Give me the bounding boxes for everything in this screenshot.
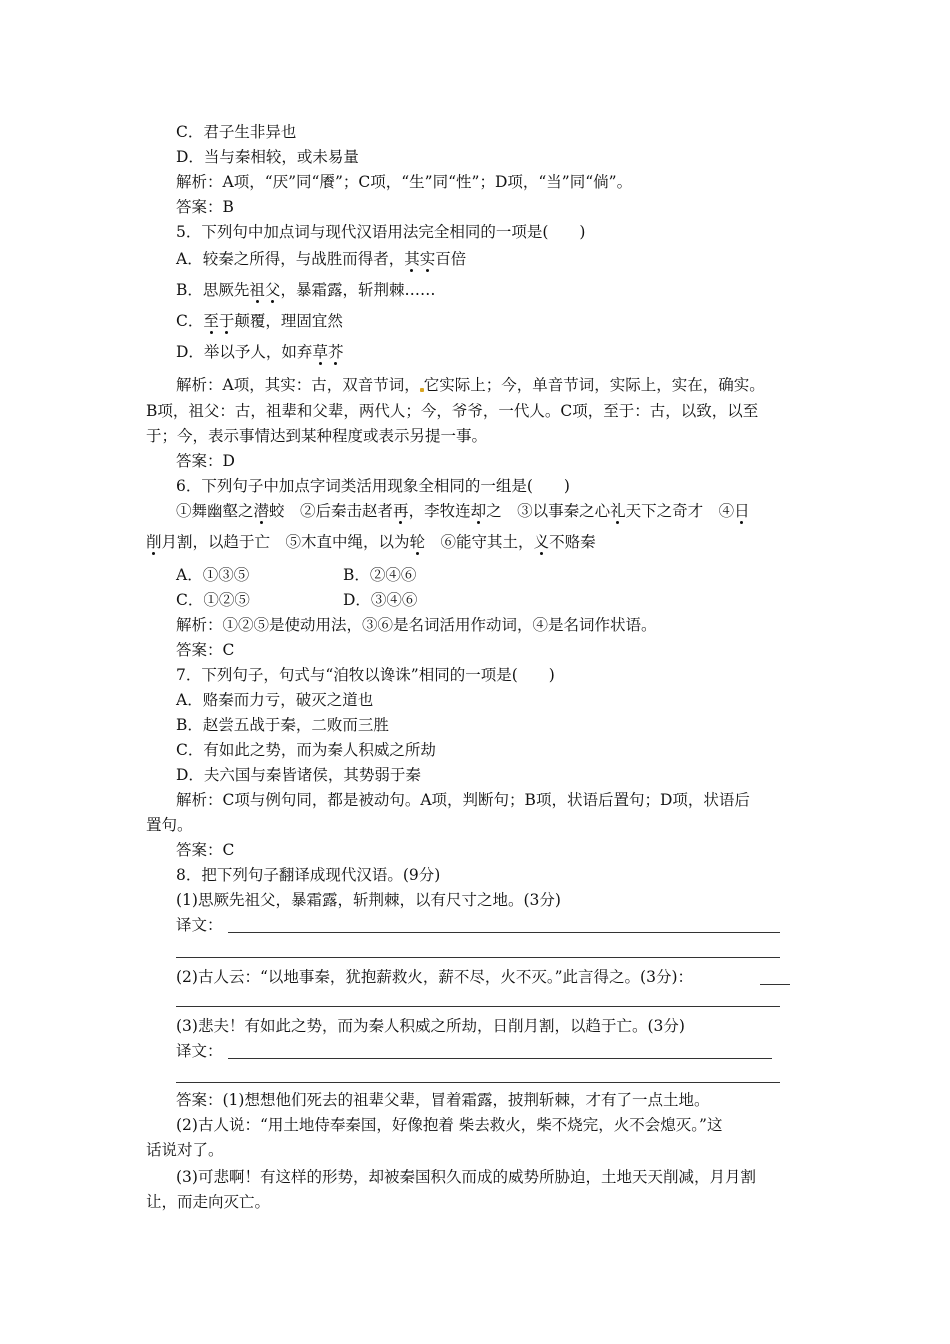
option-d-q7: D．夫六国与秦皆诸侯，其势弱于秦 xyxy=(176,766,421,784)
answer-line xyxy=(228,932,780,933)
option-c-q6: C．①②⑤ xyxy=(176,591,250,609)
question-8-part2: (2)古人云：“以地事秦，犹抱薪救火，薪不尽，火不灭。”此言得之。(3分)： xyxy=(176,968,694,986)
explanation-q5-line1: 解析：A项，其实：古，双音节词， 它实际上；今，单音节词，实际上，实在，确实。 xyxy=(176,376,765,394)
question-8-part3: (3)悲夫！有如此之势，而为秦人积威之所劫，日削月割，以趋于亡。(3分) xyxy=(176,1017,685,1035)
option-c-q7: C．有如此之势，而为秦人积威之所劫 xyxy=(176,741,436,759)
option-d-q6: D．③④⑥ xyxy=(343,591,418,609)
question-7: 7．下列句子，句式与“洎牧以谗诛”相同的一项是( ) xyxy=(176,666,555,684)
answer-q8-part1: 答案：(1)想想他们死去的祖辈父辈，冒着霜露，披荆斩棘，才有了一点土地。 xyxy=(176,1091,710,1109)
question-6: 6．下列句子中加点字词类活用现象全相同的一组是( ) xyxy=(176,477,570,495)
answer-q8-part3-line1: (3)可悲啊！有这样的形势，却被秦国积久而成的威势所胁迫，土地天天削减，月月割 xyxy=(176,1168,756,1186)
explanation-q6: 解析：①②⑤是使动用法，③⑥是名词活用作动词，④是名词作状语。 xyxy=(176,616,657,634)
explanation-q5-line2: B项，祖父：古，祖辈和父辈，两代人；今，爷爷，一代人。C项，至于：古，以致，以至 xyxy=(146,402,759,420)
answer-q4: 答案：B xyxy=(176,198,234,216)
question-8-part1: (1)思厥先祖父，暴霜露，斩荆棘，以有尺寸之地。(3分) xyxy=(176,891,561,909)
option-d-q5: D．举以予人，如弃草芥 xyxy=(176,343,344,361)
answer-line xyxy=(176,957,780,958)
translation-label-1: 译文： xyxy=(176,916,223,934)
answer-line xyxy=(228,1058,772,1059)
option-a-q5: A．较秦之所得，与战胜而得者，其实百倍 xyxy=(176,250,467,268)
explanation-q4: 解析：A项，“厌”同“餍”；C项，“生”同“性”；D项，“当”同“倘”。 xyxy=(176,173,633,191)
question-5: 5．下列句中加点词与现代汉语用法完全相同的一项是( ) xyxy=(176,223,586,241)
option-c-q5: C．至于颠覆，理固宜然 xyxy=(176,312,343,330)
answer-q7: 答案：C xyxy=(176,841,235,859)
answer-q8-part2-line1: (2)古人说：“用土地侍奉秦国，好像抱着 柴去救火，柴不烧完，火不会熄灭。”这 xyxy=(176,1116,723,1134)
answer-line xyxy=(760,984,790,985)
option-a-q6: A．①③⑤ xyxy=(176,566,250,584)
option-d-q4: D．当与秦相较，或未易量 xyxy=(176,148,359,166)
answer-q6: 答案：C xyxy=(176,641,235,659)
explanation-q5-line3: 于；今，表示事情达到某种程度或表示另提一事。 xyxy=(146,427,488,445)
question-6-items-line2: 削月割，以趋于亡 ⑤木直中绳，以为轮 ⑥能守其土，义不赂秦 xyxy=(146,533,596,551)
answer-line xyxy=(176,1082,780,1083)
option-b-q7: B．赵尝五战于秦，二败而三胜 xyxy=(176,716,389,734)
explanation-q7-line2: 置句。 xyxy=(146,816,193,834)
question-6-items-line1: ①舞幽壑之潜蛟 ②后秦击赵者再，李牧连却之 ③以事秦之心礼天下之奇才 ④日 xyxy=(176,502,750,520)
answer-q5: 答案：D xyxy=(176,452,235,470)
option-a-q7: A．赂秦而力亏，破灭之道也 xyxy=(176,691,374,709)
question-8: 8．把下列句子翻译成现代汉语。(9分) xyxy=(176,866,441,884)
option-b-q6: B．②④⑥ xyxy=(343,566,417,584)
answer-line xyxy=(176,1006,780,1007)
answer-q8-part2-line2: 话说对了。 xyxy=(146,1141,224,1159)
answer-q8-part3-line2: 让，而走向灭亡。 xyxy=(146,1193,271,1211)
explanation-q7-line1: 解析：C项与例句同，都是被动句。A项，判断句；B项，状语后置句；D项，状语后 xyxy=(176,791,750,809)
translation-label-3: 译文： xyxy=(176,1042,223,1060)
option-b-q5: B．思厥先祖父，暴霜露，斩荆棘…… xyxy=(176,281,436,299)
option-c-q4: C．君子生非异也 xyxy=(176,123,297,141)
